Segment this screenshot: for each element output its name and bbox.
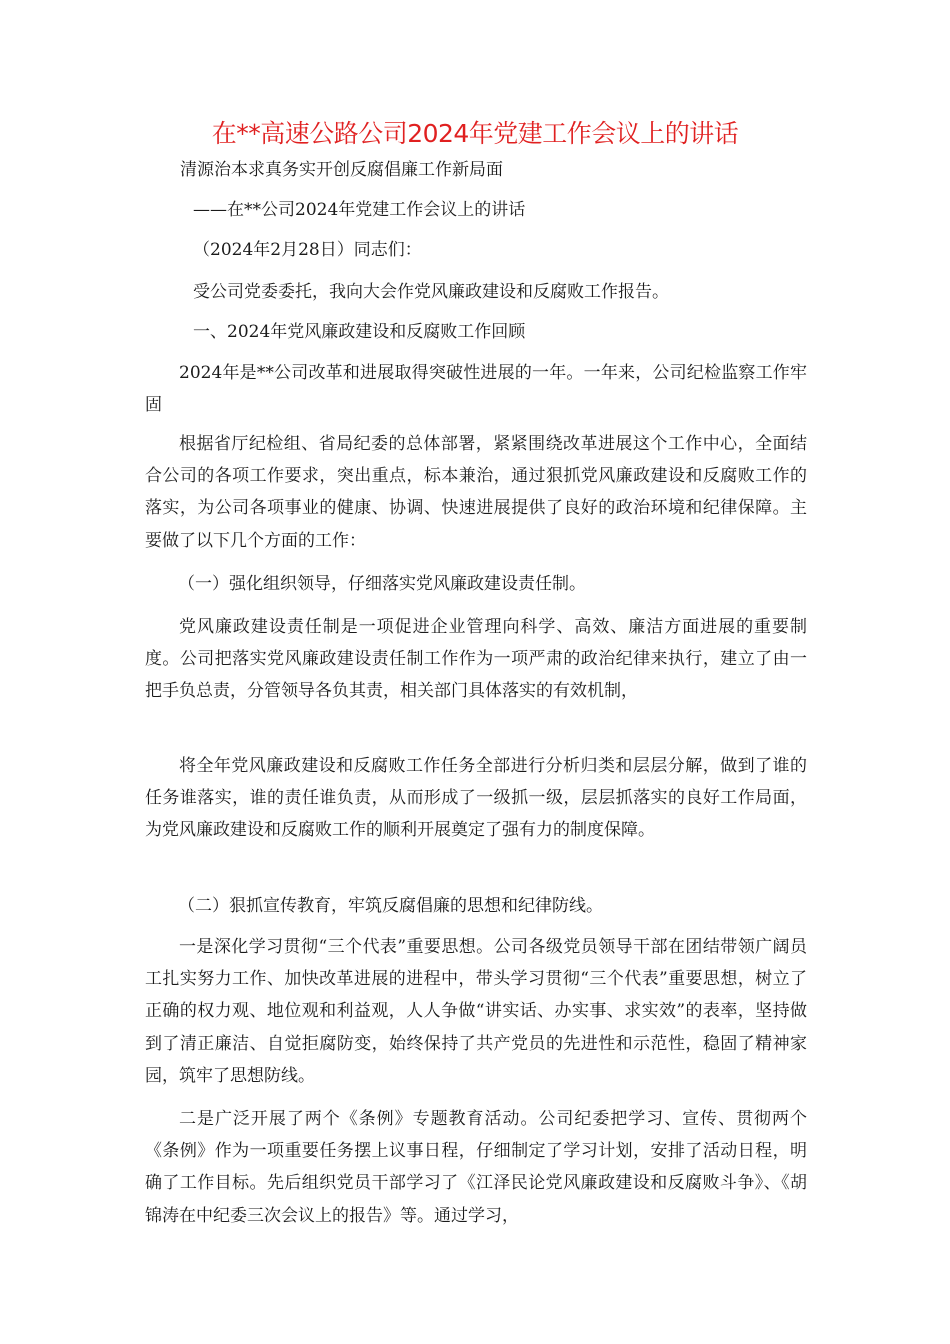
subsection-heading-2: （二）狠抓宣传教育，牢筑反腐倡廉的思想和纪律防线。 <box>178 896 603 916</box>
paragraph: 将全年党风廉政建设和反腐败工作任务全部进行分析归类和层层分解，做到了谁的任务谁落实，谁的责任谁负责，从而形成了一级抓一级，层层抓落实的良好工作局面，为党风廉政建设和反腐败工作的顺利开展奠定了强有力的制度保障。 <box>145 756 807 841</box>
section-heading-1: 一、2024年党风廉政建设和反腐败工作回顾 <box>193 322 526 342</box>
subsection-heading-1: （一）强化组织领导，仔细落实党风廉政建设责任制。 <box>178 574 586 594</box>
paragraph: 二是广泛开展了两个《条例》专题教育活动。公司纪委把学习、宣传、贯彻两个《条例》作为一项重要任务摆上议事日程，仔细制定了学习计划，安排了活动日程，明确了工作目标。先后组织党员干部学习了《江泽民论党风廉政建设和反腐败斗争》、《胡锦涛在中纪委三次会议上的报告》等。通过学习， <box>145 1109 807 1226</box>
intro-paragraph: 受公司党委委托，我向大会作党风廉政建设和反腐败工作报告。 <box>193 282 669 302</box>
subtitle: 清源治本求真务实开创反腐倡廉工作新局面 <box>180 160 503 180</box>
paragraph: 2024年是**公司改革和进展取得突破性进展的一年。一年来，公司纪检监察工作牢固 <box>145 363 807 416</box>
paragraph: 党风廉政建设责任制是一项促进企业管理向科学、高效、廉洁方面进展的重要制度。公司把落实党风廉政建设责任制工作作为一项严肃的政治纪律来执行，建立了由一把手负总责，分管领导各负其责，相关部门具体落实的有效机制， <box>145 617 807 702</box>
paragraph: 一是深化学习贯彻“三个代表”重要思想。公司各级党员领导干部在团结带领广阔员工扎实努力工作、加快改革进展的进程中，带头学习贯彻“三个代表”重要思想，树立了正确的权力观、地位观和利益观，人人争做“讲实话、办实事、求实效”的表率，坚持做到了清正廉洁、自觉拒腐防变，始终保持了共产党员的先进性和示范性，稳固了精神家园，筑牢了思想防线。 <box>145 937 807 1086</box>
byline: ——在**公司2024年党建工作会议上的讲话 <box>193 200 526 220</box>
paragraph: 根据省厅纪检组、省局纪委的总体部署，紧紧围绕改革进展这个工作中心，全面结合公司的各项工作要求，突出重点，标本兼治，通过狠抓党风廉政建设和反腐败工作的落实，为公司各项事业的健康、协调、快速进展提供了良好的政治环境和纪律保障。主要做了以下几个方面的工作： <box>145 434 807 551</box>
document-title: 在**高速公路公司2024年党建工作会议上的讲话 <box>211 119 739 148</box>
date-line: （2024年2月28日）同志们： <box>193 240 422 260</box>
